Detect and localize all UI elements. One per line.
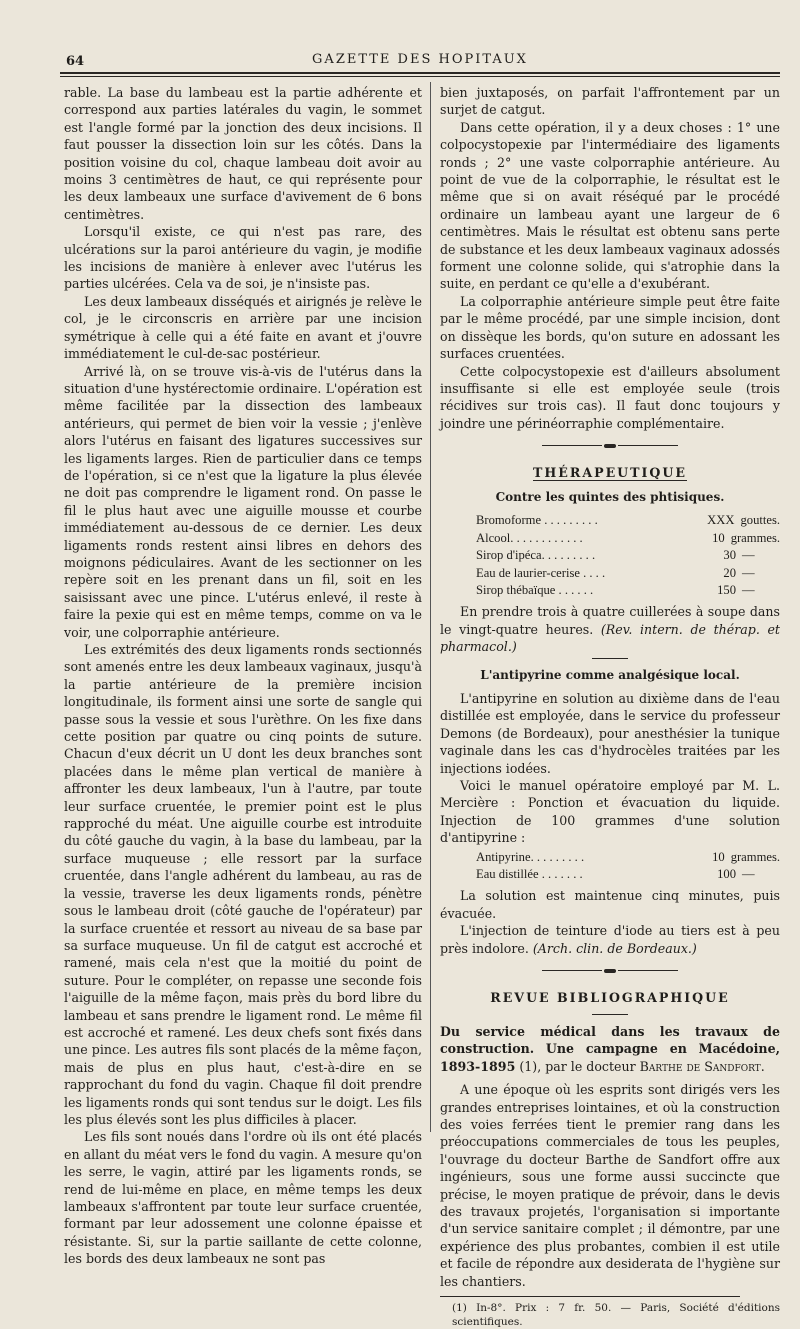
left-paragraph: Arrivé là, on se trouve vis-à-vis de l'utérus dans la situation d'une hystérectomie ordinaire. L'opération est même facilitée par la dissection des lambeaux antérieurs, qui permet de bien voir la vessie ; j'enlève alors l'utérus en faisant des ligatures successives sur les ligaments larges. Rien de particulier dans ce temps de l'opération, si ce n'est que la ligature la plus élevée ne doit pas comprendre le ligament rond. On passe le fil le plus haut avec une aiguille mousse et courbe immédiatement au-dessous de ce dernier. Les deux ligaments ronds restent ainsi libres en dehors des moignons pédiculaires. Avant de les sectionner on les repère soit en les prenant dans un fil, soit en les saisissant avec une pince. L'utérus enlevé, il reste à faire la pexie qui est en même temps, comme on va le voir, une colporraphie antérieure. xyxy=(64,363,422,640)
section-ornament xyxy=(440,963,780,980)
ingredient-name: Antipyrine. . . . . . . . . xyxy=(476,849,585,864)
book-author: Barthe de Sandfort. xyxy=(639,1058,765,1074)
prescription-row xyxy=(476,849,780,866)
ingredient-unit: grammes. xyxy=(730,530,780,545)
therapeutique-title: THÉRAPEUTIQUE xyxy=(533,464,687,480)
ingredient-unit: gouttes. xyxy=(740,513,780,528)
prescription-2 xyxy=(476,849,780,884)
prescription-row xyxy=(476,565,780,582)
header-rule-thin xyxy=(60,76,780,77)
book-citation xyxy=(440,1023,780,1075)
ingredient-qty: 150 xyxy=(717,582,736,597)
section-ornament xyxy=(440,438,780,455)
right-column xyxy=(440,84,780,1329)
ingredient-name: Bromoforme . . . . . . . . . xyxy=(476,513,598,528)
ingredient-unit: — xyxy=(742,565,755,580)
ingredient-name: Eau de laurier-cerise . . . . xyxy=(476,565,606,580)
ingredient-name: Alcool. . . . . . . . . . . . xyxy=(476,530,583,545)
therapeutique-subtitle-2: L'antipyrine comme analgésique local. xyxy=(480,667,740,682)
page-header xyxy=(60,44,780,72)
right-paragraph: La colporraphie antérieure simple peut être faite par le même procédé, par une simple incision, dont on dissèque les bords, qu'on suture en adossant les surfaces cruentées. xyxy=(440,293,780,362)
right-paragraph: bien juxtaposés, on parfait l'affrontement par un surjet de catgut. xyxy=(440,85,780,118)
page-number: 64 xyxy=(66,54,85,69)
ingredient-unit: — xyxy=(742,548,755,563)
ingredient-qty: 10 xyxy=(712,530,725,545)
ingredient-qty: 30 xyxy=(723,548,736,563)
book-note: (1), par le docteur xyxy=(519,1058,636,1074)
left-paragraph: Les extrémités des deux ligaments ronds sectionnés sont amenés entre les deux lambeaux vaginaux, jusqu'à la partie antérieure de la première incision longitudinale, ils forment ainsi une sorte de sangle qui passe sous la vessie et sous l'urèthre. On les fixe dans cette position par quatre ou cinq points de suture. Chacun d'eux décrit un U dont les deux branches sont placées dans le même plan vertical de manière à affronter les deux lambeaux, l'un à l'autre, par toute leur surface cruentée, le premier point est le plus rapproché du méat. Une aiguille courbe est introduite du côté gauche du vagin, à la base du lambeau, par la surface muqueuse ; elle ressort par la surface cruentée, dans l'angle adhérent du lambeau, au ras de la vessie, traverse les deux ligaments ronds, pénètre sous le lambeau droit (côté gauche de l'opérateur) par la surface cruentée et ressort au niveau de sa base par sa surface muqueuse. Un fil de catgut est accroché et ramené, mais cela n'est que la moitié du point de suture. Pour le compléter, on repasse une seconde fois l'aiguille de la même façon, mais près du bord libre du lambeau et sans prendre le ligament rond. Le même fil est accroché et ramené. Les deux chefs sont fixés dans une pince. Les autres fils sont placés de la même façon, mais de plus en plus haut, c'est-à-dire en se rapprochant du fond du vagin. Chaque fil doit prendre les ligaments ronds qui sont tendus sur le doigt. Les fils les plus élevés sont les plus difficiles à placer. xyxy=(64,642,422,1127)
prescription-row xyxy=(476,512,780,529)
source-reference: (Rev. intern. de thérap. et pharmacol.) xyxy=(440,621,780,655)
ingredient-qty: 20 xyxy=(723,565,736,580)
right-paragraph: Dans cette opération, il y a deux choses : 1° une colpocystopexie par l'intermédiaire des ligaments ronds ; 2° une vaste colporraphie antérieure. Au point de vue de la colporraphie, le résultat est le même que si on avait réséqué par le procédé ordinaire un lambeau ayant une largeur de 6 centimètres. Mais le résultat est obtenu sans perte de substance et les deux lambeaux vaginaux adossés forment une colonne solide, qui s'atrophie dans la suite, en perdant ce qu'elle a d'exubérant. xyxy=(440,119,780,292)
right-paragraph: Cette colpocystopexie est d'ailleurs absolument insuffisante si elle est employée seule (trois récidives sur trois cas). Il faut donc toujours y joindre une périnéorraphie complémentaire. xyxy=(440,363,780,431)
right-paragraph: Voici le manuel opératoire employé par M. L. Mercière : Ponction et évacuation du liquide. Injection de 100 grammes d'une solution d'antipyrine : xyxy=(440,778,780,846)
ingredient-qty: 100 xyxy=(717,867,736,882)
left-paragraph: rable. La base du lambeau est la partie adhérente et correspond aux parties latérales du vagin, le sommet est l'angle formé par la jonction des deux incisions. Il faut pousser la dissection loin sur les côtés. Dans la position voisine du col, chaque lambeau doit avoir au moins 3 centimètres de haut, ce qui représente pour les deux lambeaux une surface d'avivement de 6 bons centimètres. xyxy=(64,85,422,222)
ingredient-unit: — xyxy=(742,867,755,882)
ingredient-name: Eau distillée . . . . . . . xyxy=(476,867,583,882)
prescription-row xyxy=(476,530,780,547)
short-rule xyxy=(592,1014,628,1015)
right-paragraph: L'antipyrine en solution au dixième dans de l'eau distillée est employée, dans le service du professeur Demons (de Bordeaux), pour anesthésier la tunique vaginale dans les cas d'hydrocèles traitées par les injections iodées. xyxy=(440,691,780,776)
therapeutique-heading xyxy=(440,464,780,481)
ingredient-name: Sirop d'ipéca. . . . . . . . . xyxy=(476,548,596,563)
footnote-rule xyxy=(440,1296,740,1297)
ingredient-unit: — xyxy=(742,582,755,597)
prescription-1 xyxy=(476,512,780,599)
review-paragraph: A une époque où les esprits sont dirigés vers les grandes entreprises lointaines, et où la construction des voies ferrées tient le premier rang dans les préoccupations commerciales de tous les peuples, l'ouvrage du docteur Barthe de Sandfort offre aux ingénieurs, sous une forme aussi succincte que précise, le moyen pratique de prévoir, dans le devis des travaux projetés, l'organisation si importante d'un service sanitaire complet ; il démontre, par une expérience des plus probantes, combien il est utile et facile de répondre aux desiderata de l'hygiène sur les chantiers. xyxy=(440,1082,780,1289)
right-paragraph: La solution est maintenue cinq minutes, puis évacuée. xyxy=(440,888,780,921)
book-title: Du service médical dans les travaux de construction. Une campagne en Macédoine, 1893-1895 xyxy=(440,1023,780,1074)
short-rule xyxy=(592,658,628,659)
left-paragraph: Les fils sont noués dans l'ordre où ils ont été placés en allant du méat vers le fond du vagin. A mesure qu'on les serre, le vagin, attiré par les ligaments ronds, se rend de lui-même en place, en même temps les deux lambeaux s'affrontent par toute leur surface cruentée, formant par leur adossement une colonne épaisse et résistante. Si, sur la partie saillante de cette colonne, les bords des deux lambeaux ne sont pas xyxy=(64,1129,422,1267)
prescription-row xyxy=(476,582,780,599)
ingredient-qty: XXX xyxy=(707,513,735,528)
prescription-row xyxy=(476,866,780,883)
ingredient-qty: 10 xyxy=(712,849,725,864)
dosage-text: En prendre trois à quatre cuillerées à soupe dans le vingt-quatre heures. xyxy=(440,604,780,637)
left-paragraph: Les deux lambeaux disséqués et airignés je relève le col, je le circonscris en arrière par une incision symétrique à celle qui a été faite en avant et j'ouvre immédiatement le cul-de-sac postérieur. xyxy=(64,293,422,362)
dosage-paragraph xyxy=(440,603,780,655)
column-divider xyxy=(430,82,431,1132)
paragraph-text: L'injection de teinture d'iode au tiers est à peu près indolore. xyxy=(440,923,780,956)
footnote: (1) In-8°. Prix : 7 fr. 50. — Paris, Société d'éditions scientifiques. xyxy=(452,1302,780,1328)
right-paragraph xyxy=(440,922,780,957)
left-paragraph: Lorsqu'il existe, ce qui n'est pas rare, des ulcérations sur la paroi antérieure du vagin, je modifie les incisions de manière à enlever avec l'utérus les parties ulcérées. Cela va de soi, je n'insiste pas. xyxy=(64,224,422,292)
header-rule-thick xyxy=(60,72,780,74)
ingredient-name: Sirop thébaïque . . . . . . xyxy=(476,582,594,597)
prescription-row xyxy=(476,547,780,564)
left-column xyxy=(64,84,422,1268)
therapeutique-subtitle-1: Contre les quintes des phtisiques. xyxy=(495,489,725,504)
ingredient-unit: grammes. xyxy=(730,849,780,864)
revue-title: REVUE BIBLIOGRAPHIQUE xyxy=(490,989,730,1005)
source-reference: (Arch. clin. de Bordeaux.) xyxy=(532,940,697,956)
journal-title: GAZETTE DES HOPITAUX xyxy=(312,52,528,67)
